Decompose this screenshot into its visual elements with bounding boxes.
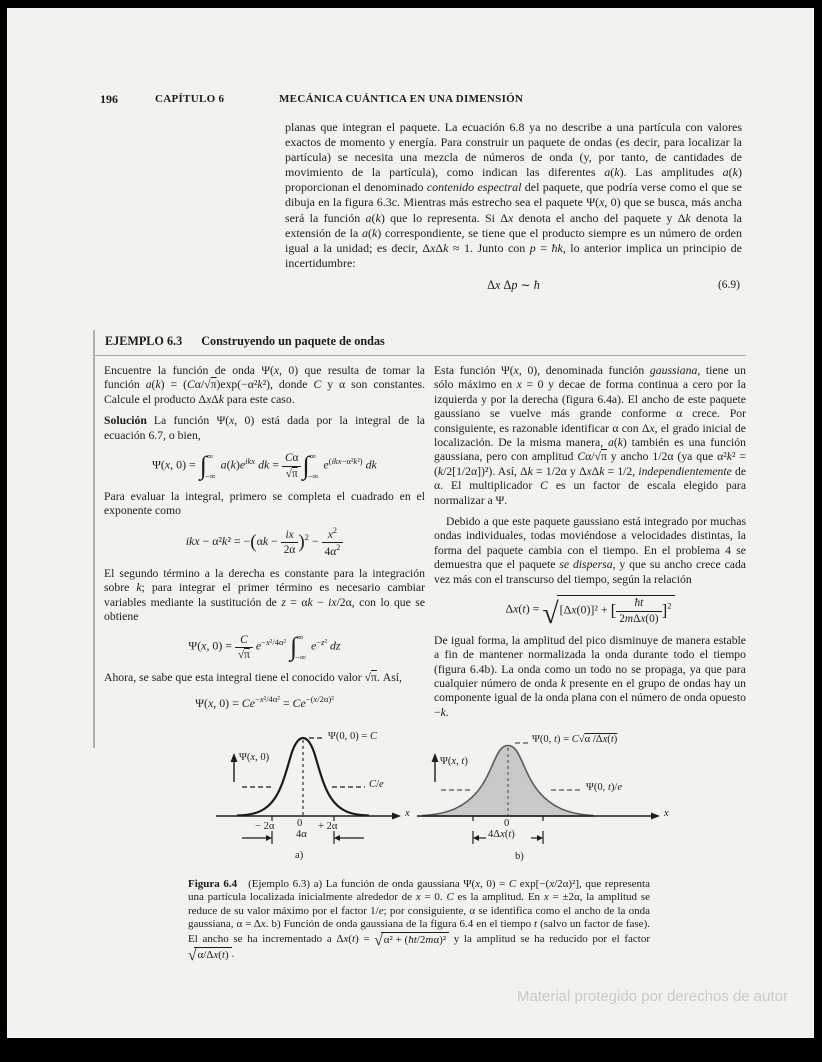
width-arrow-left-a <box>266 835 272 841</box>
equation-6-9: Δx Δp ∼ ħ <box>487 277 540 292</box>
peak-label-b: Ψ(0, t) = C√α /Δx(t) <box>532 734 618 745</box>
paragraph-known-value: Ahora, se sabe que esta integral tiene el conocido valor √π. Así, <box>104 671 402 685</box>
equation-complete-square: ikx − α²k² = −(αk − $\frac{ix}{2\alpha}$ )$^2$ − $\frac{x^2}{4\alpha^2}$ <box>104 527 425 558</box>
x-axis-arrow-b <box>651 813 660 820</box>
y-axis-arrow-a <box>231 753 238 762</box>
book-page <box>7 8 814 1038</box>
example-right-column <box>434 364 746 727</box>
example-left-column <box>104 364 425 720</box>
paragraph-complete-square: Para evaluar la integral, primero se completa el cuadrado en el exponente como <box>104 490 425 518</box>
solution-label: Solución <box>104 414 147 428</box>
width-arrow-left-b <box>473 835 479 841</box>
solution-paragraph <box>104 414 425 443</box>
page-number: 196 <box>100 92 118 106</box>
equation-result: Ψ(x, $0) = Ce^{-x^2/4\alpha^2} = Ce^{-(x/2\alpha)^2}$ <box>195 693 334 710</box>
intro-paragraph: planas que integran el paquete. La ecuación 6.8 ya no describe a una partícula con valores exactos de momento y energía. Para construir un paquete de ondas (es decir, para localizar la partícula) se necesita una mezcla de números de onda (y, por tanto, de cantidades de movimiento de la partícula), como indican las diferentes a(k). Las amplitudes a(k) proporcionan el denominado contenido espectral del paquete, que podría verse como el que se dibuja en la figura 6.3c. Mientras más estrecho sea el paquete Ψ(x, 0) que se busca, más ancha será la función a(k) que lo representa. Si Δx denota el ancho del paquete y Δk denota la extensión de la a(k) correspondiente, se tiene que el producto siempre es un número de orden igual a la unidad; es decir, ΔxΔk ≈ 1. Junto con p = ħk, lo anterior implica un principio de incertidumbre: <box>285 120 742 270</box>
example-heading-rule <box>93 355 746 356</box>
width-label-a: 4α <box>296 829 307 840</box>
x-axis-arrow-a <box>392 813 401 820</box>
peak-label-a: Ψ(0, 0) = C <box>328 731 378 742</box>
paragraph-amplitude-decrease: De igual forma, la amplitud del pico disminuye de manera estable a fin de mantener normalizada la onda durante todo el tiempo (figura 6.4b). La onda como un todo no se propaga, ya que para cualquier número de onda k presente en el grupo de ondas hay un componente igual de la onda plana con el número de onda opuesto −k. <box>434 633 746 719</box>
figure-6-4b-plot <box>415 728 670 873</box>
equation-6-9-row <box>285 278 742 293</box>
e-level-label-b: Ψ(0, t)/e <box>586 782 623 793</box>
tick-label-zero-a: 0 <box>297 818 303 829</box>
width-arrow-right-b <box>537 835 543 841</box>
x-axis-label-b: x <box>664 808 669 819</box>
intro-section <box>285 120 742 293</box>
figure-6-4b <box>415 728 670 873</box>
example-heading <box>105 334 385 349</box>
solution-intro: La función Ψ(x, 0) está dada por la integral de la ecuación 6.7, o bien, <box>104 414 425 442</box>
equation-6-9-number: (6.9) <box>717 278 740 291</box>
x-axis-label-a: x <box>405 808 410 819</box>
tick-label-right-a: + 2α <box>318 821 338 832</box>
example-label: EJEMPLO 6.3 <box>105 334 183 348</box>
tick-label-zero-b: 0 <box>504 818 510 829</box>
y-axis-arrow-b <box>432 753 439 762</box>
problem-statement: Encuentre la función de onda Ψ(x, 0) que resulta de tomar la función a(k) = (Cα/√π)exp(−α²k²), donde C y α son constantes. Calcule el producto ΔxΔk para este caso. <box>104 364 425 406</box>
copyright-watermark: Material protegido por derechos de autor <box>517 988 788 1005</box>
paragraph-substitution: El segundo término a la derecha es constante para la integración sobre k; para integrar el primer término es necesario cambiar variables mediante la sustitución de z = αk − ix/2α, con lo que se obtiene <box>104 566 426 623</box>
panel-label-a: a) <box>295 850 304 861</box>
y-axis-label-b: Ψ(x, t) <box>440 756 468 767</box>
width-arrow-right-a <box>334 835 340 841</box>
example-left-rule <box>93 330 95 748</box>
example-title: Construyendo un paquete de ondas <box>201 334 385 348</box>
equation-substituted: Ψ(x, 0) = $\frac{C}{√\pi}$ $e^{-x^2/4\alpha^2}$ ∫ ∞ −∞ $e^{-z^2}$ dz <box>188 632 341 663</box>
chapter-label: CAPÍTULO 6 <box>155 93 225 105</box>
y-axis-label-a: Ψ(x, 0) <box>239 752 270 763</box>
figure-6-4a-plot <box>212 728 412 873</box>
panel-label-b: b) <box>515 851 524 862</box>
figure-6-4a <box>212 728 412 873</box>
equation-width-vs-time: Δx(t) = √ [Δx(0)]² + [ $\frac{ħt}{\text{2mΔx(0)}}$ ]$^2$ <box>434 595 746 625</box>
paragraph-packet-disperses: Debido a que este paquete gaussiano está integrado por muchas ondas individuales, todas moviéndose a velocidades distintas, la forma del paquete cambia con el tiempo. En el problema 4 se demuestra que el paquete se dispersa, y que su ancho crece cada vez más con el transcurso del tiempo, según la relación <box>434 515 746 586</box>
paragraph-gaussian-function: Esta función Ψ(x, 0), denominada función gaussiana, tiene un sólo máximo en x = 0 y decae de forma continua a cero por la izquierda y por la derecha (figura 6.4a). El ancho de este paquete gaussiano se vuelve más grande conforme α crece. Por consiguiente, es razonable identificar α con Δx, el grado inicial de localización. De la misma manera, a(k) también es una función gaussiana, pero con amplitud Cα/√π y ancho 1/2α (ya que α²k² = (k/2[1/2α])²). Así, Δk = 1/2α y ΔxΔk = 1/2, independientemente de α. El multiplicador C es un factor de escala elegido para normalizar a Ψ. <box>434 364 747 507</box>
equation-integral: Ψ(x, 0) = ∫ ∞ −∞ $a(k)e^{ikx}$ dk = $\frac{C\alpha}{√\pi}$ ∫ ∞ −∞ $e^{(ikx-\alpha^2k^2)}$ dk <box>152 451 377 482</box>
width-label-b: 4Δx(t) <box>488 829 515 840</box>
e-level-label-a: C/e <box>369 779 384 790</box>
chapter-title: MECÁNICA CUÁNTICA EN UNA DIMENSIÓN <box>279 93 524 105</box>
figure-caption: Figura 6.4 (Ejemplo 6.3) a) La función de onda gaussiana Ψ(x, 0) = C exp[−(x/2α)²], que representa una partícula localizada inicialmente alrededor de x = 0. C es la amplitud. En x = ±2α, la amplitud se reduce de su valor máximo por el factor 1/e; por consiguiente, α se identifica como el ancho de la onda gaussiana, α = Δx. b) Función de onda gaussiana de la figura 6.4 en el tiempo t (salvo un factor de fase). El ancho se ha incrementado a Δx(t) = √ α² + (ħt/2mα)² y la amplitud se ha reducido por el factor √ α/Δx(t) . <box>188 878 650 965</box>
tick-label-left-a: − 2α <box>255 821 275 832</box>
